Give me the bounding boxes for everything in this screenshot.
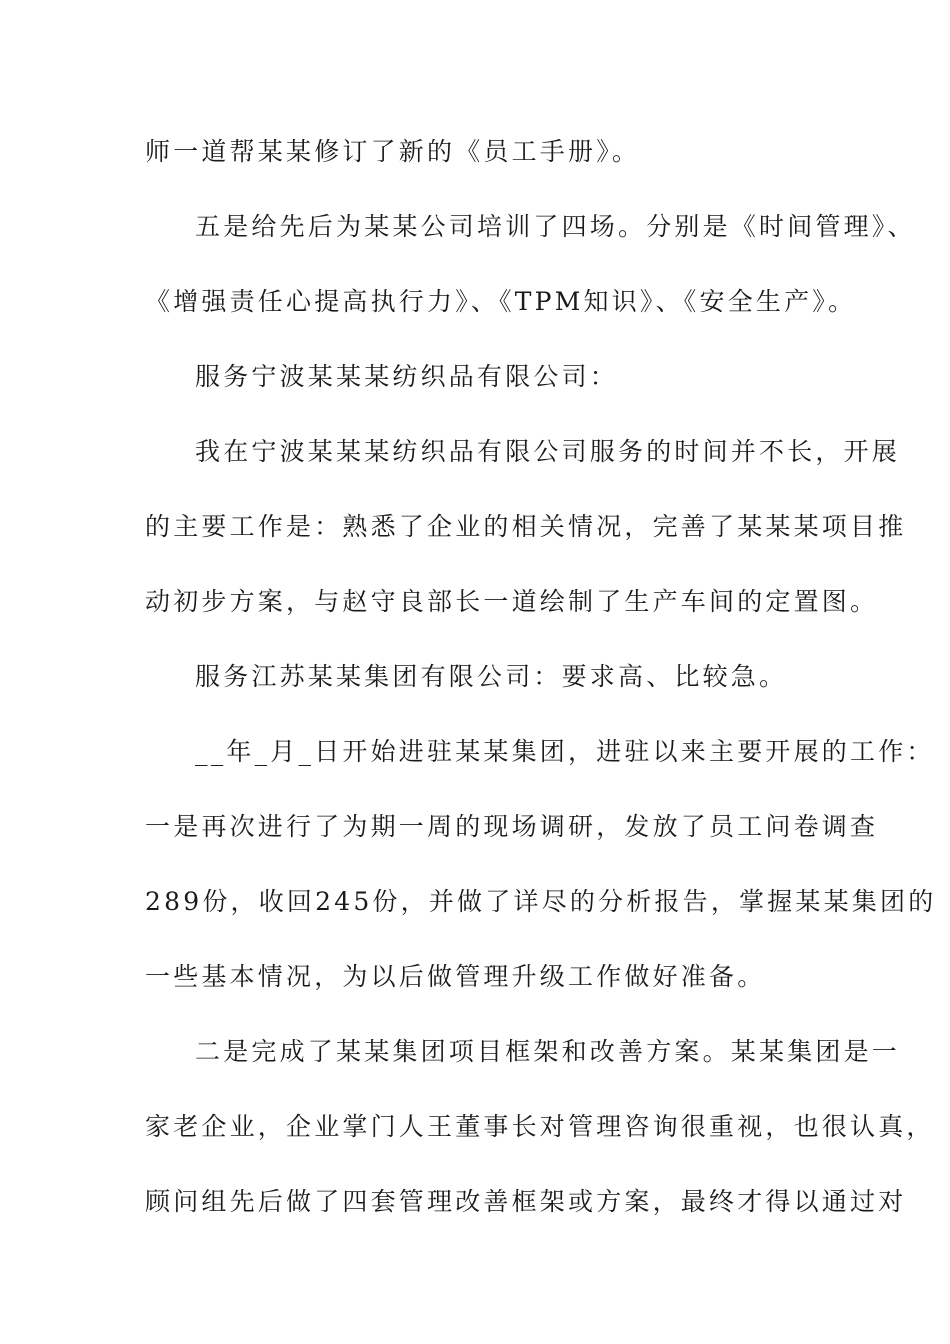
text-line: 《增强责任心提高执行力》、《TPM知识》、《安全生产》。 bbox=[145, 287, 857, 316]
text-line: 的主要工作是：熟悉了企业的相关情况，完善了某某某项目推 bbox=[145, 512, 907, 541]
text-line: 师一道帮某某修订了新的《员工手册》。 bbox=[145, 137, 641, 166]
text-line: 五是给先后为某某公司培训了四场。分别是《时间管理》、 bbox=[195, 212, 916, 241]
text-line: 289份，收回245份，并做了详尽的分析报告，掌握某某集团的 bbox=[145, 887, 937, 916]
text-line: __年_月_日开始进驻某某集团，进驻以来主要开展的工作： bbox=[195, 737, 935, 766]
text-line: 一是再次进行了为期一周的现场调研，发放了员工问卷调查 bbox=[145, 812, 879, 841]
text-line: 动初步方案，与赵守良部长一道绘制了生产车间的定置图。 bbox=[145, 587, 879, 616]
text-line: 我在宁波某某某纺织品有限公司服务的时间并不长，开展 bbox=[195, 437, 901, 466]
text-line: 顾问组先后做了四套管理改善框架或方案，最终才得以通过对 bbox=[145, 1187, 907, 1216]
text-line: 服务江苏某某集团有限公司：要求高、比较急。 bbox=[195, 662, 788, 691]
text-line: 一些基本情况，为以后做管理升级工作做好准备。 bbox=[145, 962, 766, 991]
text-line: 二是完成了某某集团项目框架和改善方案。某某集团是一 bbox=[195, 1037, 901, 1066]
text-line: 家老企业，企业掌门人王董事长对管理咨询很重视，也很认真， bbox=[145, 1112, 935, 1141]
text-line: 服务宁波某某某纺织品有限公司： bbox=[195, 362, 619, 391]
